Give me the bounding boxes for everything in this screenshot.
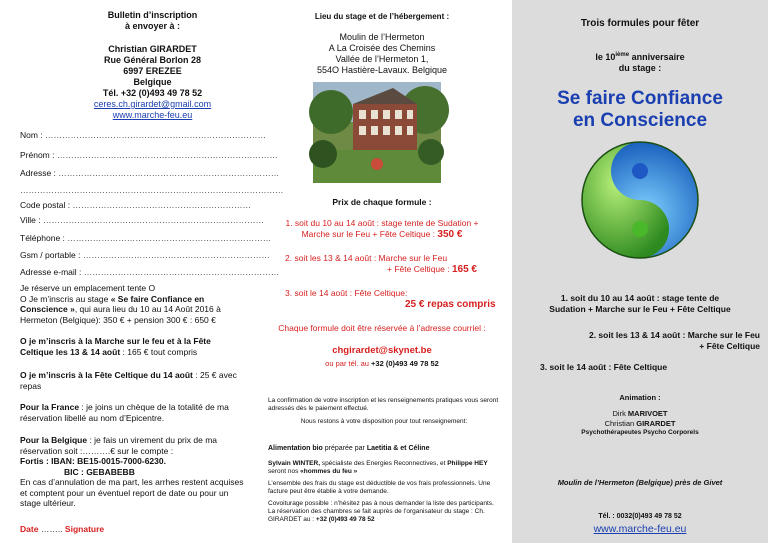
formulas-title: Trois formules pour fêter: [580, 18, 700, 29]
food-note: Alimentation bio préparée par Laetitia & et Céline: [268, 445, 430, 452]
facilitators: Dirk MARIVOET Christian GIRARDET Psychothérapeutes Psycho Corporels: [581, 409, 699, 436]
cancellation-note: En cas d’annulation de ma part, les arrhes restent acquises et comptent pour un éventuel report de date ou pour un stage ultérieur.: [20, 477, 244, 508]
form-subheading: à envoyer à :: [124, 21, 181, 31]
nom-field[interactable]: Nom : ……………………………………………………………………: [20, 130, 267, 140]
right-formula-2: 2. soit les 13 & 14 août : Marche sur le Feu + Fête Celtique: [588, 330, 760, 351]
marche-option[interactable]: O je m’inscris à la Marche sur le feu et à la Fête Celtique les 13 & 14 août : 165 € tout compris: [20, 336, 211, 357]
stage-options: [20, 283, 245, 325]
fire-team-note: Sylvain WINTER, spécialiste des Energies Reconnectives, et Philippe HEY seront nos «hommes du feu »: [268, 460, 488, 475]
stage-option[interactable]: O Je m’inscris au stage « Se faire Confiance en Conscience », qui aura lieu du 10 au 14 Août 2016 à Hermeton (Belgique): 350 € + pension 300 € : 650 €: [20, 293, 221, 325]
formula-3: 3. soit le 14 août : Fête Celtique: 25 € repas compris: [285, 288, 496, 310]
iban: Fortis : IBAN: BE15-0015-7000-6230.: [20, 456, 166, 466]
tax-note: L’ensemble des frais du stage est déductible de vos frais professionnels. Une facture peut être établie à votre demande.: [268, 480, 491, 495]
ville-field[interactable]: Ville : ……………………………………………………………………: [20, 215, 265, 225]
price-heading: Prix de chaque formule :: [332, 197, 432, 207]
animation-heading: Animation :: [619, 393, 661, 402]
adresse-field[interactable]: Adresse : ……………………………………………………………………: [20, 168, 280, 178]
sender-address-block: [60, 10, 245, 121]
confirmation-note: La confirmation de votre inscription et les renseignements pratiques vous seront adressés dès le paiement effectué.: [268, 397, 499, 412]
code-postal-field[interactable]: Code postal : ………………………………………………………: [20, 200, 251, 210]
form-heading: Bulletin d’inscription: [107, 10, 198, 20]
tent-option[interactable]: Je réserve un emplacement tente O: [20, 283, 156, 293]
contact-web-link[interactable]: www.marche-feu.eu: [112, 110, 193, 120]
formula-2: 2. soit les 13 & 14 août : Marche sur le Feu + Fête Celtique : 165 €: [285, 253, 477, 275]
bic: BIC : GEBABEBB: [64, 466, 135, 477]
anniversary-line: le 10ième anniversaire du stage :: [595, 52, 685, 73]
prenom-field[interactable]: Prénom : ……………………………………………………………………: [20, 150, 278, 160]
france-payment: Pour la France : je joins un chèque de la totalité de ma réservation libellé au nom d’Epicentre.: [20, 402, 229, 423]
adresse-line2-field[interactable]: …………………………………………………………………………………: [20, 185, 284, 195]
formula-1: 1. soit du 10 au 14 août : stage tente de Sudation + Marche sur le Feu + Fête Celtique : 350 €: [285, 218, 479, 240]
right-web-link[interactable]: www.marche-feu.eu: [593, 523, 687, 535]
date-signature: Date …….. Signature: [20, 524, 105, 534]
right-formula-3: 3. soit le 14 août : Fête Celtique: [540, 362, 668, 372]
contact-name: Christian GIRARDET: [108, 44, 197, 54]
payment-email-link[interactable]: chgirardet@skynet.be: [332, 345, 432, 356]
fete-option[interactable]: O je m’inscris à la Fête Celtique du 14 août : 25 € avec repas: [20, 370, 237, 391]
contact-street: Rue Général Borlon 28: [103, 55, 202, 65]
gsm-field[interactable]: Gsm / portable : …………………………………………………………: [20, 250, 270, 260]
venue-address: Moulin de l’Hermeton A La Croisée des Chemins Vallée de l’Hermeton 1, 554O Hastière-Lavaux. Belgique: [316, 32, 448, 75]
availability-note: Nous restons à votre disposition pour tout renseignement:: [300, 418, 468, 425]
payment-note: Chaque formule doit être réservée à l’adresse courriel :: [278, 323, 486, 333]
belgium-payment: Pour la Belgique : je fais un virement du prix de ma réservation soit :……….€ sur le compte : Fortis : IBAN: BE15-0015-7000-6230. BIC : GEBABEBB En cas d’annulation de ma part, les arrhes restent acquises et comptent pour un éventuel report de date ou pour un stage ultérieur.: [20, 435, 244, 508]
moulin-photo: [313, 82, 441, 183]
carpool-note: Covoiturage possible : n’hésitez pas à nous demander la liste des participants. La réservation des chambres se fait auprès de l’organisateur du stage : Ch. GIRARDET au : +32 (0)493 49 78 52: [268, 500, 494, 523]
contact-city: 6997 EREZEE: [123, 66, 182, 76]
right-tel: Tél. : 0032(0)493 49 78 52: [598, 513, 682, 520]
venue-heading-block: [262, 12, 502, 21]
payment-tel: ou par tél. au +32 (0)493 49 78 52: [325, 359, 439, 368]
location-caption: Moulin de l’Hermeton (Belgique) près de Givet: [557, 478, 723, 487]
yin-yang-globe-icon: [578, 138, 702, 262]
contact-country: Belgique: [133, 77, 172, 87]
stage-title: Se faire Confiance en Conscience: [557, 88, 723, 131]
venue-heading: Lieu du stage et de l’hébergement :: [314, 12, 450, 21]
email-field[interactable]: Adresse e-mail : ……………………………………………………………: [20, 267, 280, 277]
contact-tel: Tél. +32 (0)493 49 78 52: [102, 88, 203, 98]
contact-email-link[interactable]: ceres.ch.girardet@gmail.com: [93, 99, 212, 109]
right-formula-1: 1. soit du 10 au 14 août : stage tente de Sudation + Marche sur le Feu + Fête Celtique: [549, 293, 731, 314]
cover-panel: [512, 0, 768, 543]
telephone-field[interactable]: Téléphone : ………………………………………………………………: [20, 233, 272, 243]
